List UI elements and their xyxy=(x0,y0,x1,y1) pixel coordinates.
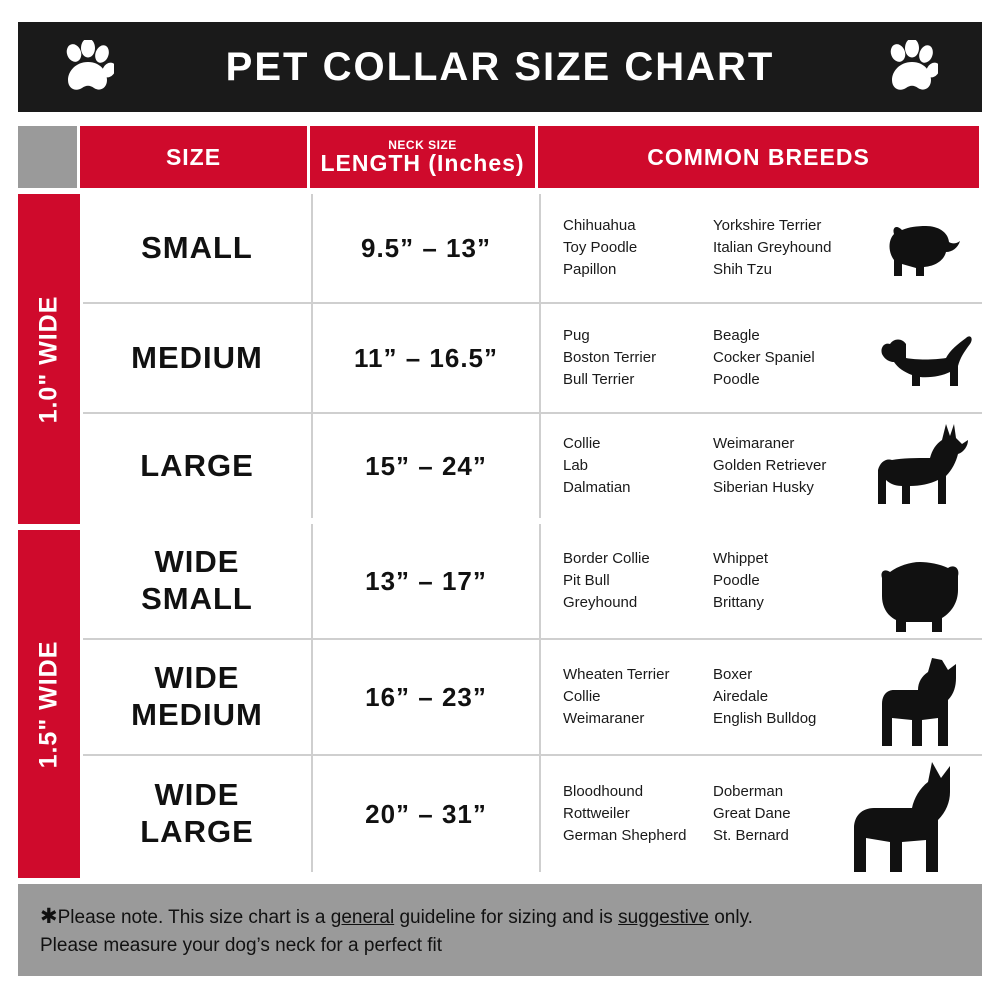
corner-cell xyxy=(18,126,80,188)
breed-item: Boston Terrier xyxy=(563,349,657,367)
cell-breeds xyxy=(541,756,982,872)
size-label: LARGE xyxy=(140,447,254,483)
size-label: WIDE xyxy=(154,660,240,696)
breed-list-col2 xyxy=(713,215,868,280)
paw-print-icon xyxy=(62,40,114,94)
table-row xyxy=(83,304,982,414)
breed-item: Rottweiler xyxy=(563,805,630,823)
cell-length: 11” – 16.5” xyxy=(313,304,541,412)
breed-item: Toy Poodle xyxy=(563,239,638,257)
band-label-1-inch xyxy=(18,194,80,524)
breed-item: Bull Terrier xyxy=(563,370,635,388)
cell-breeds xyxy=(541,304,982,412)
size-label: WIDE xyxy=(154,544,240,580)
footer-line-2: Please measure your dog’s neck for a perfect fit xyxy=(40,935,443,957)
breed-item: Papillon xyxy=(563,260,617,278)
asterisk-icon: ✱ xyxy=(40,905,58,928)
cell-size xyxy=(83,304,313,412)
breed-list-col2 xyxy=(713,325,868,390)
size-label-2: MEDIUM xyxy=(131,697,263,732)
breed-item: Poodle xyxy=(713,370,760,388)
column-header-size xyxy=(80,126,310,188)
cell-length: 15” – 24” xyxy=(313,414,541,518)
table-row xyxy=(83,414,982,524)
footer-underline-suggestive: suggestive xyxy=(618,907,709,928)
breed-list-col2 xyxy=(713,664,868,729)
cell-size xyxy=(83,524,313,638)
breed-item: Brittany xyxy=(713,593,764,611)
breed-item: Greyhound xyxy=(563,593,638,611)
column-header-length-label: LENGTH (Inches) xyxy=(320,149,525,176)
cell-size xyxy=(83,756,313,872)
cell-length: 13” – 17” xyxy=(313,524,541,638)
footer-text-a: Please note. This size chart is a xyxy=(57,907,331,928)
size-label: SMALL xyxy=(141,229,253,265)
footer-line-1 xyxy=(40,902,960,932)
breed-item: German Shepherd xyxy=(563,826,687,844)
table-row xyxy=(83,640,982,756)
column-header-breeds xyxy=(538,126,979,188)
chart-header xyxy=(18,22,982,112)
table-row xyxy=(83,756,982,872)
breed-item: St. Bernard xyxy=(713,826,789,844)
bulldog-silhouette xyxy=(874,550,974,636)
cell-size xyxy=(83,194,313,302)
cell-length: 20” – 31” xyxy=(313,756,541,872)
page-title: PET COLLAR SIZE CHART xyxy=(225,44,775,89)
size-label-2: SMALL xyxy=(141,581,253,616)
breed-list-col1 xyxy=(563,433,713,498)
cell-breeds xyxy=(541,524,982,638)
breed-item: Great Dane xyxy=(713,805,791,823)
table-row xyxy=(83,194,982,304)
column-header-length xyxy=(310,126,538,188)
column-header-size-label: SIZE xyxy=(165,143,222,170)
footer-underline-general: general xyxy=(330,907,395,928)
breed-item: Doberman xyxy=(713,783,784,801)
breed-item: Dalmatian xyxy=(563,478,631,496)
small-fluffy-dog-silhouette xyxy=(882,214,968,288)
breed-item: Whippet xyxy=(713,550,769,568)
large-dog-silhouette xyxy=(868,418,978,514)
breed-item: Collie xyxy=(563,688,601,706)
breed-list-col1 xyxy=(563,548,713,613)
cell-breeds xyxy=(541,640,982,754)
breed-list-col1 xyxy=(563,215,713,280)
breed-item: Boxer xyxy=(713,666,753,684)
footer-text-b: guideline for sizing and is xyxy=(394,907,619,928)
breed-item: Weimaraner xyxy=(563,709,645,727)
breed-item: Weimaraner xyxy=(713,435,795,453)
breed-item: Yorkshire Terrier xyxy=(713,217,822,235)
band-label-1-inch-text: 1.0" WIDE xyxy=(34,295,63,423)
table-body xyxy=(83,194,982,872)
column-header-length-sublabel: NECK SIZE xyxy=(388,137,457,152)
breed-list-col2 xyxy=(713,433,868,498)
breed-item: Italian Greyhound xyxy=(713,239,832,257)
cell-size xyxy=(83,414,313,518)
breed-item: Wheaten Terrier xyxy=(563,666,670,684)
breed-list-col1 xyxy=(563,664,713,729)
breed-list-col2 xyxy=(713,548,868,613)
cell-breeds xyxy=(541,414,982,518)
table-column-headers xyxy=(18,126,982,188)
breed-item: Poodle xyxy=(713,572,760,590)
breed-item: Collie xyxy=(563,435,601,453)
breed-item: Pit Bull xyxy=(563,572,610,590)
breed-item: Beagle xyxy=(713,327,760,345)
breed-item: Shih Tzu xyxy=(713,260,772,278)
breed-item: Bloodhound xyxy=(563,783,644,801)
size-label: WIDE xyxy=(154,777,240,813)
cell-length: 9.5” – 13” xyxy=(313,194,541,302)
band-label-1-5-inch xyxy=(18,530,80,878)
breed-item: Pug xyxy=(563,327,590,345)
breed-list-col1 xyxy=(563,325,713,390)
breed-item: Chihuahua xyxy=(563,217,636,235)
footer-text-c: only. xyxy=(708,907,753,928)
cell-length: 16” – 23” xyxy=(313,640,541,754)
breed-item: Golden Retriever xyxy=(713,457,827,475)
breed-item: Border Collie xyxy=(563,550,650,568)
cell-breeds xyxy=(541,194,982,302)
footer-note xyxy=(18,884,982,976)
breed-item: English Bulldog xyxy=(713,709,817,727)
table-row xyxy=(83,524,982,640)
size-label: MEDIUM xyxy=(131,339,263,375)
boxer-dog-silhouette xyxy=(872,654,972,754)
size-label-2: LARGE xyxy=(140,814,254,849)
column-header-breeds-label: COMMON BREEDS xyxy=(647,143,870,170)
doberman-dog-silhouette xyxy=(840,760,980,884)
beagle-dog-silhouette xyxy=(876,324,976,402)
breed-item: Airedale xyxy=(713,688,769,706)
band-label-1-5-inch-text: 1.5" WIDE xyxy=(34,640,63,768)
breed-item: Lab xyxy=(563,457,589,475)
breed-item: Cocker Spaniel xyxy=(713,349,815,367)
breed-list-col1 xyxy=(563,781,713,846)
breed-item: Siberian Husky xyxy=(713,478,814,496)
paw-print-icon xyxy=(886,40,938,94)
cell-size xyxy=(83,640,313,754)
